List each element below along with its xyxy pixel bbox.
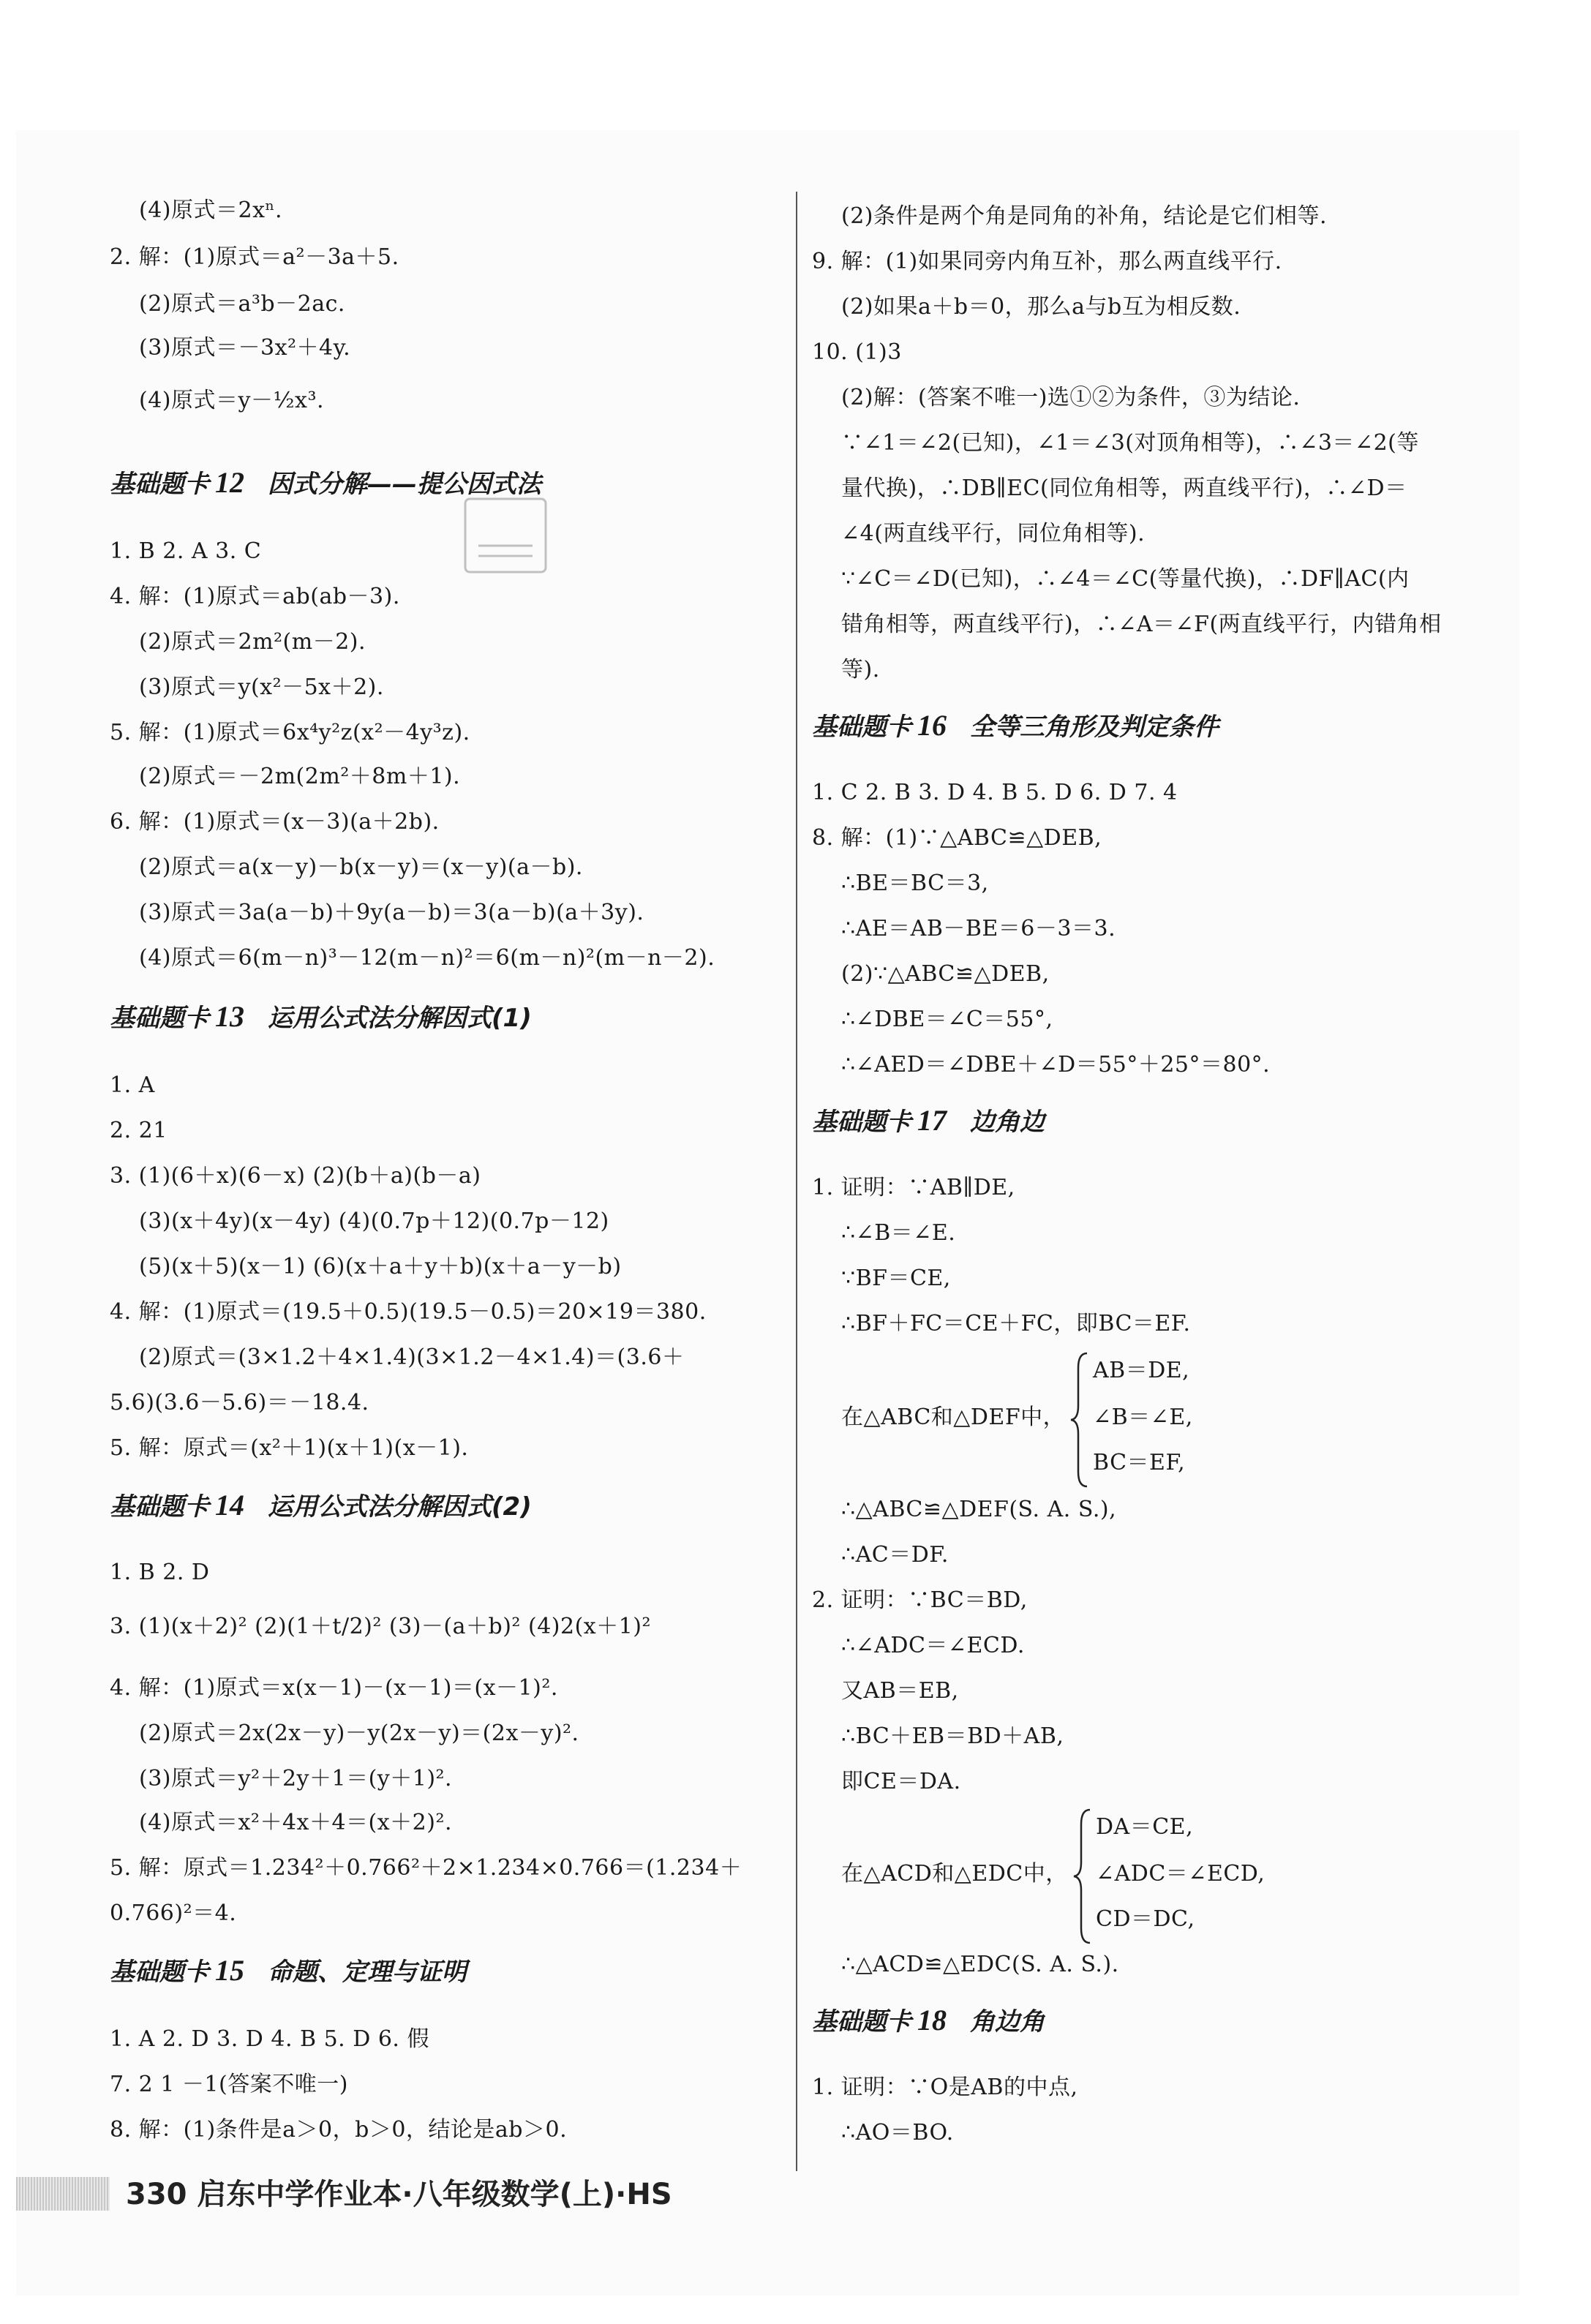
answer-line: 2. 解：(1)原式＝a²－3a＋5. bbox=[110, 244, 399, 270]
answer-line: 5.6)(3.6－5.6)＝－18.4. bbox=[110, 1390, 369, 1415]
answer-line: (3)原式＝y²＋2y＋1＝(y＋1)². bbox=[139, 1766, 453, 1791]
answer-line: ∴∠AED＝∠DBE＋∠D＝55°＋25°＝80°. bbox=[841, 1052, 1271, 1078]
answer-line: (2)原式＝(3×1.2＋4×1.4)(3×1.2－4×1.4)＝(3.6＋ bbox=[139, 1345, 685, 1370]
answer-line: 5. 解：原式＝(x²＋1)(x＋1)(x－1). bbox=[110, 1435, 469, 1461]
page-footer bbox=[16, 2171, 1040, 2216]
answer-line: 1. B 2. A 3. C bbox=[110, 538, 262, 564]
answer-line: (2)原式＝2x(2x－y)－y(2x－y)＝(2x－y)². bbox=[139, 1721, 579, 1746]
section-heading-18: 基础题卡 18 角边角 bbox=[812, 2004, 1045, 2037]
answer-line: (2)∵△ABC≌△DEB, bbox=[841, 961, 1050, 987]
answer-line: 10. (1)3 bbox=[812, 339, 902, 365]
answer-line: 2. 证明：∵BC＝BD, bbox=[812, 1587, 1028, 1613]
answer-line: 错角相等，两直线平行)，∴∠A＝∠F(两直线平行，内错角相 bbox=[841, 612, 1442, 637]
answer-line: 1. 证明：∵O是AB的中点, bbox=[812, 2075, 1078, 2100]
answer-line: ∴BF＋FC＝CE＋FC，即BC＝EF. bbox=[841, 1311, 1191, 1336]
answer-line: (5)(x＋5)(x－1) (6)(x＋a＋y＋b)(x＋a－y－b) bbox=[139, 1254, 622, 1279]
section-heading-17: 基础题卡 17 边角边 bbox=[812, 1104, 1045, 1137]
answer-line: 8. 解：(1)条件是a＞0，b＞0，结论是ab＞0. bbox=[110, 2117, 568, 2143]
answer-line: 4. 解：(1)原式＝(19.5＋0.5)(19.5－0.5)＝20×19＝380. bbox=[110, 1299, 707, 1325]
answer-line: 1. A bbox=[110, 1072, 155, 1098]
answer-line: 2. 21 bbox=[110, 1118, 168, 1143]
answer-line: (2)条件是两个角是同角的补角，结论是它们相等. bbox=[841, 203, 1328, 229]
answer-line: 3. (1)(6＋x)(6－x) (2)(b＋a)(b－a) bbox=[110, 1163, 481, 1189]
answer-line: (2)如果a＋b＝0，那么a与b互为相反数. bbox=[841, 294, 1241, 320]
answer-line: 9. 解：(1)如果同旁内角互补，那么两直线平行. bbox=[812, 249, 1282, 274]
answer-line: 6. 解：(1)原式＝(x－3)(a＋2b). bbox=[110, 809, 440, 835]
footer-bar bbox=[16, 2177, 110, 2211]
answer-line: (4)原式＝y－½x³. bbox=[139, 388, 325, 413]
section-heading-14: 基础题卡 14 运用公式法分解因式(2) bbox=[110, 1489, 532, 1522]
answer-line: 5. 解：(1)原式＝6x⁴y²z(x²－4y³z). bbox=[110, 720, 470, 745]
answer-line: 0.766)²＝4. bbox=[110, 1900, 237, 1926]
answer-line: ∵∠1＝∠2(已知)，∠1＝∠3(对顶角相等)，∴∠3＝∠2(等 bbox=[841, 430, 1419, 456]
answer-line: 4. 解：(1)原式＝ab(ab－3). bbox=[110, 584, 400, 609]
answer-line: ∴∠B＝∠E. bbox=[841, 1220, 956, 1246]
answer-line: 又AB＝EB, bbox=[841, 1678, 959, 1704]
answer-line: ∴AO＝BO. bbox=[841, 2120, 954, 2146]
answer-line: ∴∠DBE＝∠C＝55°, bbox=[841, 1007, 1053, 1032]
answer-line: 7. 2 1 －1(答案不唯一) bbox=[110, 2072, 348, 2097]
answer-line: (2)原式＝－2m(2m²＋8m＋1). bbox=[139, 764, 461, 789]
brace-icon bbox=[1072, 1807, 1093, 1946]
answer-line: 1. A 2. D 3. D 4. B 5. D 6. 假 bbox=[110, 2026, 430, 2052]
answer-line: (2)原式＝a(x－y)－b(x－y)＝(x－y)(a－b). bbox=[139, 854, 583, 880]
section-heading-12: 基础题卡 12 因式分解——提公因式法 bbox=[110, 466, 541, 499]
answer-line: DA＝CE, bbox=[1096, 1814, 1194, 1840]
answer-line: BC＝EF, bbox=[1093, 1450, 1186, 1475]
answer-line: 5. 解：原式＝1.234²＋0.766²＋2×1.234×0.766＝(1.234＋ bbox=[110, 1855, 742, 1881]
answer-line: ∵BF＝CE, bbox=[841, 1266, 951, 1291]
section-heading-16: 基础题卡 16 全等三角形及判定条件 bbox=[812, 709, 1219, 742]
answer-line: 在△ABC和△DEF中， bbox=[841, 1404, 1066, 1430]
answer-line: 即CE＝DA. bbox=[841, 1769, 961, 1794]
answer-line: ∴BE＝BC＝3, bbox=[841, 870, 989, 896]
answer-line: ∵∠C＝∠D(已知)，∴∠4＝∠C(等量代换)，∴DF∥AC(内 bbox=[841, 566, 1410, 592]
answer-line: 1. C 2. B 3. D 4. B 5. D 6. D 7. 4 bbox=[812, 780, 1178, 805]
answer-line: (3)原式＝－3x²＋4y. bbox=[139, 335, 351, 361]
answer-line: (3)原式＝3a(a－b)＋9y(a－b)＝3(a－b)(a＋3y). bbox=[139, 900, 644, 925]
answer-line: 量代换)，∴DB∥EC(同位角相等，两直线平行)，∴∠D＝ bbox=[841, 475, 1407, 501]
answer-line: (2)原式＝2m²(m－2). bbox=[139, 629, 366, 655]
answer-line: (4)原式＝6(m－n)³－12(m－n)²＝6(m－n)²(m－n－2). bbox=[139, 945, 715, 971]
answer-line: (4)原式＝2xⁿ. bbox=[139, 198, 283, 223]
answer-line: (3)原式＝y(x²－5x＋2). bbox=[139, 674, 384, 700]
answer-line: ∴BC＋EB＝BD＋AB, bbox=[841, 1723, 1064, 1749]
answer-line: ∴△ACD≌△EDC(S. A. S.). bbox=[841, 1952, 1119, 1977]
answer-line: 等). bbox=[841, 657, 880, 682]
answer-line: ∴AC＝DF. bbox=[841, 1542, 949, 1568]
answer-line: (4)原式＝x²＋4x＋4＝(x＋2)². bbox=[139, 1810, 453, 1835]
answer-line: 3. (1)(x＋2)² (2)(1＋t/2)² (3)－(a＋b)² (4)2(x＋1)² bbox=[110, 1614, 652, 1639]
answer-line: 4. 解：(1)原式＝x(x－1)－(x－1)＝(x－1)². bbox=[110, 1675, 558, 1701]
stamp-watermark-icon bbox=[451, 489, 560, 584]
answer-line: ∴△ABC≌△DEF(S. A. S.), bbox=[841, 1497, 1117, 1522]
answer-line: (3)(x＋4y)(x－4y) (4)(0.7p＋12)(0.7p－12) bbox=[139, 1208, 609, 1234]
brace-icon bbox=[1069, 1350, 1090, 1489]
footer-text: 330 启东中学作业本·八年级数学(上)·HS bbox=[126, 2178, 672, 2211]
answer-line: (2)原式＝a³b－2ac. bbox=[139, 291, 345, 317]
answer-line: 8. 解：(1)∵△ABC≌△DEB, bbox=[812, 825, 1102, 851]
answer-line: CD＝DC, bbox=[1096, 1906, 1195, 1932]
column-divider bbox=[796, 192, 797, 2171]
answer-line: ∴∠ADC＝∠ECD. bbox=[841, 1633, 1025, 1658]
answer-line: (2)解：(答案不唯一)选①②为条件，③为结论. bbox=[841, 385, 1301, 410]
answer-line: AB＝DE, bbox=[1093, 1358, 1190, 1383]
answer-line: ∴AE＝AB－BE＝6－3＝3. bbox=[841, 916, 1116, 941]
section-heading-15: 基础题卡 15 命题、定理与证明 bbox=[110, 1954, 467, 1987]
answer-line: 在△ACD和△EDC中， bbox=[841, 1861, 1068, 1887]
answer-line: ∠B＝∠E, bbox=[1093, 1404, 1193, 1430]
answer-line: 1. 证明：∵AB∥DE, bbox=[812, 1175, 1015, 1200]
answer-line: 1. B 2. D bbox=[110, 1560, 210, 1585]
answer-line: ∠4(两直线平行，同位角相等). bbox=[841, 521, 1146, 546]
answer-line: ∠ADC＝∠ECD, bbox=[1096, 1861, 1265, 1887]
section-heading-13: 基础题卡 13 运用公式法分解因式(1) bbox=[110, 1000, 532, 1033]
